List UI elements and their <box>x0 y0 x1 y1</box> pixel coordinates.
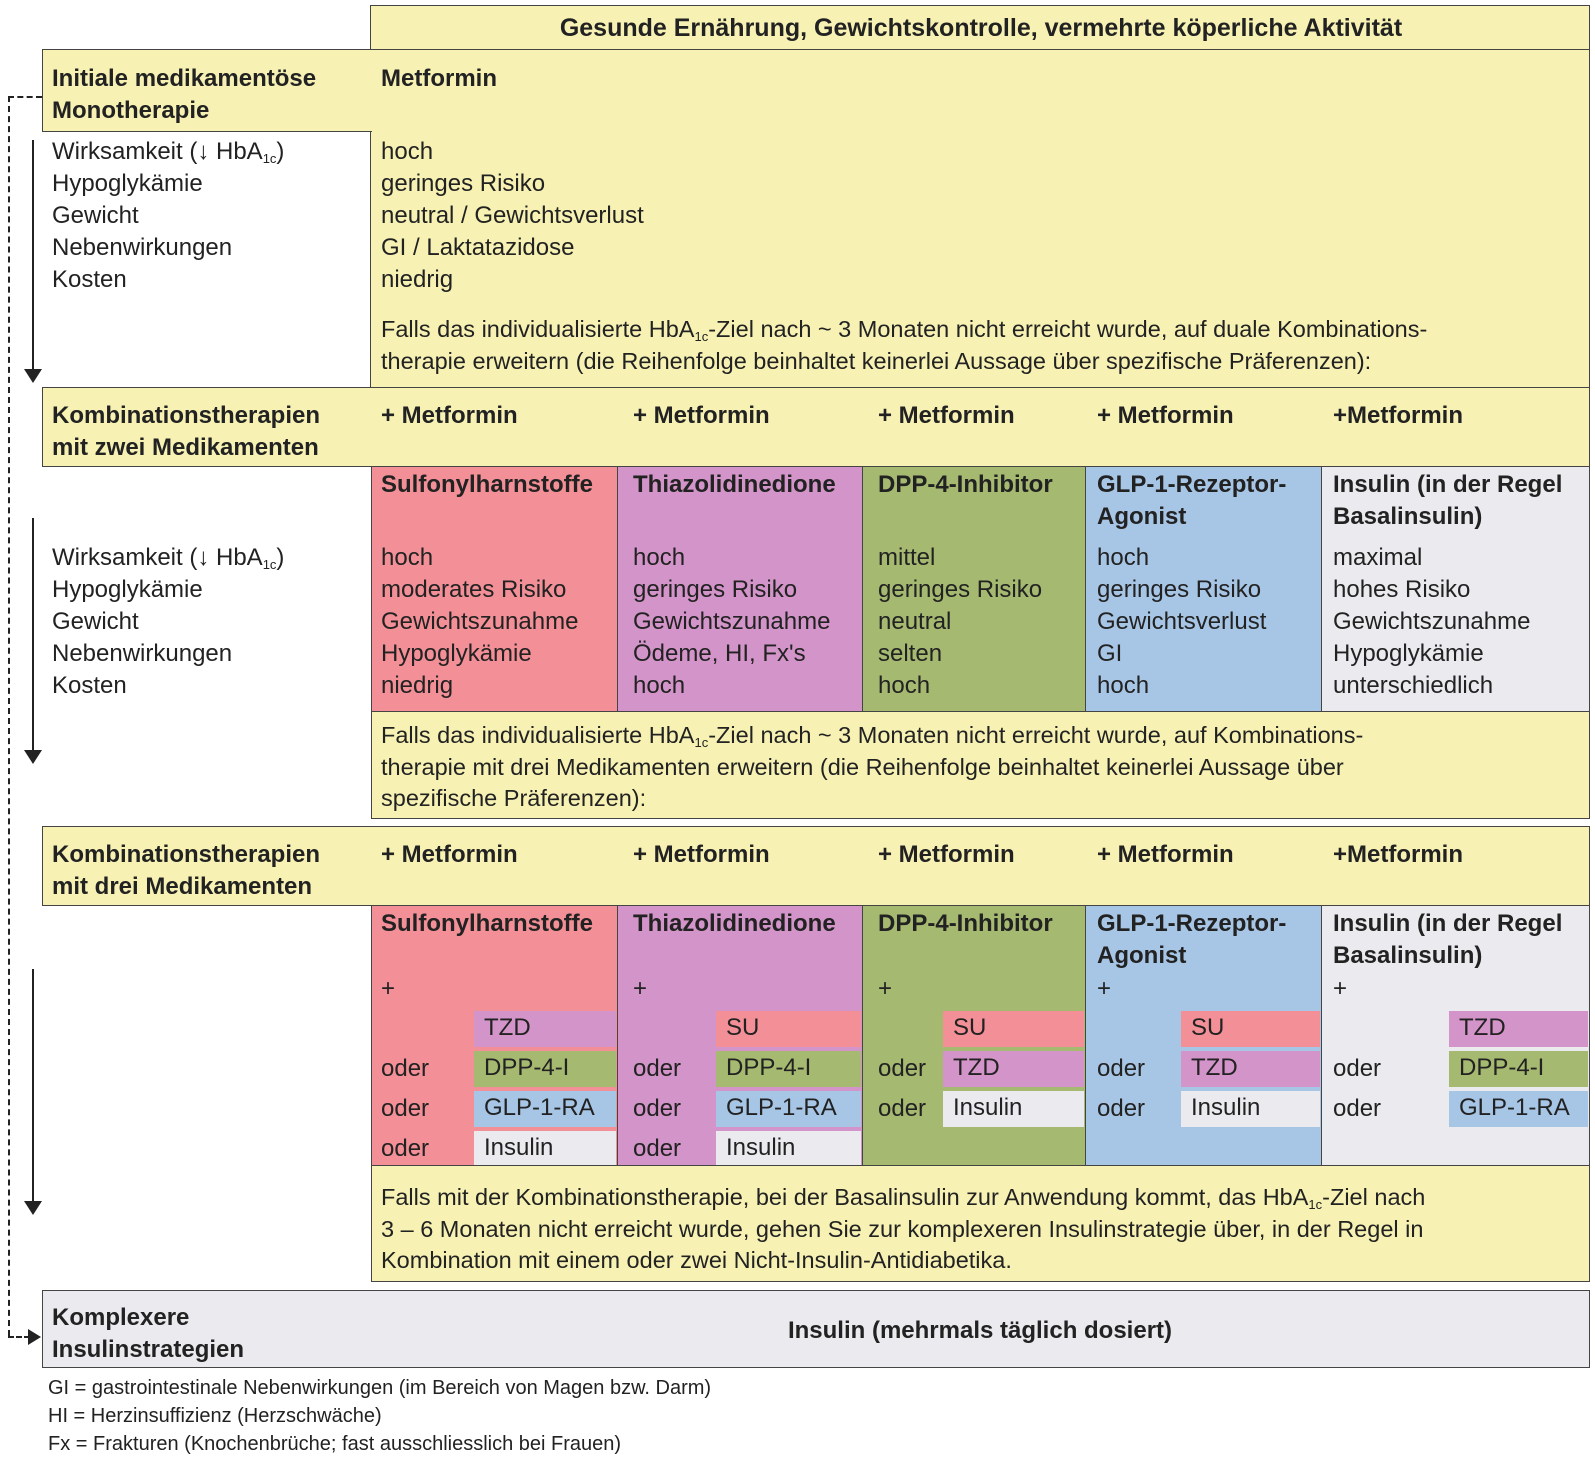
bypass-dashed-line-top <box>8 96 42 98</box>
step3-label-line1: Kombinationstherapien <box>52 841 321 868</box>
bypass-arrow-icon <box>28 1329 41 1345</box>
option-chip-glp1: GLP-1-RA <box>474 1091 616 1127</box>
criterion-hypoglycemia: Hypoglykämie <box>52 170 203 197</box>
oder-label: oder <box>633 1095 682 1122</box>
step2-plus-metformin-3: + Metformin <box>878 402 1015 429</box>
step1-drug: Metformin <box>381 65 497 92</box>
oder-label: oder <box>1333 1055 1382 1082</box>
step2-drug-name-4b: Agonist <box>1097 503 1187 530</box>
footnote-hi: HI = Herzinsuffizienz (Herzschwäche) <box>48 1405 382 1427</box>
step4-label-line1: Komplexere <box>52 1304 190 1331</box>
step4-content: Insulin (mehrmals täglich dosiert) <box>787 1317 1173 1344</box>
oder-label: oder <box>1097 1055 1146 1082</box>
plus-sign: + <box>878 975 893 1002</box>
value-cell: unterschiedlich <box>1333 672 1494 699</box>
option-chip-glp1: GLP-1-RA <box>716 1091 861 1127</box>
value-cell: Gewichtsverlust <box>1097 608 1267 635</box>
value-cell: Gewichtszunahme <box>633 608 831 635</box>
step2-plus-metformin-1: + Metformin <box>381 402 518 429</box>
step3-drug-name-4a: GLP-1-Rezeptor- <box>1097 910 1287 937</box>
plus-sign: + <box>1333 975 1348 1002</box>
oder-label: oder <box>878 1095 927 1122</box>
step2-values-dpp4 <box>878 542 1042 702</box>
oder-label: oder <box>381 1135 430 1162</box>
step2-note-line3: spezifische Präferenzen): <box>381 785 647 811</box>
value-cell: geringes Risiko <box>1097 576 1262 603</box>
option-chip-insulin: Insulin <box>943 1091 1084 1127</box>
step1-values <box>381 136 644 296</box>
option-chip-dpp4: DPP-4-I <box>1449 1051 1588 1087</box>
step3-down-arrow-line <box>32 969 34 1203</box>
value-cell: Ödeme, HI, Fx's <box>633 640 806 667</box>
plus-sign: + <box>633 975 648 1002</box>
option-chip-su: SU <box>943 1011 1084 1047</box>
step1-down-arrow-line <box>32 140 34 371</box>
criterion-costs: Kosten <box>52 266 127 293</box>
step1-criteria <box>52 136 284 296</box>
value-side-effects: GI / Laktatazidose <box>381 234 575 261</box>
step2-drug-name-5a: Insulin (in der Regel <box>1333 471 1563 498</box>
step2-values-thiazolidinedione <box>633 542 830 702</box>
step3-drug-name-4b: Agonist <box>1097 942 1187 969</box>
step3-label-line2: mit drei Medikamenten <box>52 873 313 900</box>
step2-plus-metformin-2: + Metformin <box>633 402 770 429</box>
step2-values-insulin <box>1333 542 1530 702</box>
step3-drug-name-1: Sulfonylharnstoffe <box>381 910 594 937</box>
oder-label: oder <box>381 1055 430 1082</box>
step1-label-line1: Initiale medikamentöse <box>52 65 317 92</box>
value-cell: hoch <box>633 544 686 571</box>
lifestyle-title: Gesunde Ernährung, Gewichtskontrolle, vermehrte köperliche Aktivität <box>559 14 1403 42</box>
footnote-gi: GI = gastrointestinale Nebenwirkungen (im Bereich von Magen bzw. Darm) <box>48 1377 712 1399</box>
value-cell: Hypoglykämie <box>1333 640 1484 667</box>
value-cell: hoch <box>878 672 931 699</box>
step2-note-line1: Falls das individualisierte HbA$_{1c}$-Ziel nach ~ 3 Monaten nicht erreicht wurde, auf Kombinations- <box>381 722 1364 750</box>
step3-drug-name-5b: Basalinsulin) <box>1333 942 1483 969</box>
step1-label-line2: Monotherapie <box>52 97 210 124</box>
step3-drug-name-3: DPP-4-Inhibitor <box>878 910 1053 937</box>
criterion-weight: Gewicht <box>52 608 139 635</box>
step2-drug-name-1: Sulfonylharnstoffe <box>381 471 594 498</box>
criterion-weight: Gewicht <box>52 202 139 229</box>
value-cell: Gewichtszunahme <box>381 608 579 635</box>
option-chip-tzd: TZD <box>1181 1051 1320 1087</box>
value-cell: maximal <box>1333 544 1423 571</box>
option-chip-tzd: TZD <box>943 1051 1084 1087</box>
option-chip-insulin: Insulin <box>1181 1091 1320 1127</box>
step3-note-line1: Falls mit der Kombinationstherapie, bei der Basalinsulin zur Anwendung kommt, das HbA$_{1c}$-Ziel nach <box>381 1184 1426 1212</box>
step2-criteria <box>52 542 284 702</box>
step3-plus-metformin-1: + Metformin <box>381 841 518 868</box>
lifestyle-header <box>370 5 1590 50</box>
step2-label-line1: Kombinationstherapien <box>52 402 321 429</box>
criterion-side-effects: Nebenwirkungen <box>52 640 233 667</box>
option-chip-dpp4: DPP-4-I <box>716 1051 861 1087</box>
value-cell: selten <box>878 640 943 667</box>
value-cell: hoch <box>381 544 434 571</box>
step1-down-arrow-icon <box>24 369 42 383</box>
step1-escalation-note <box>381 314 1427 377</box>
oder-label: oder <box>381 1095 430 1122</box>
step2-plus-metformin-5: +Metformin <box>1333 402 1464 429</box>
option-chip-tzd: TZD <box>1449 1011 1588 1047</box>
value-cell: neutral <box>878 608 952 635</box>
step1-note-line1: Falls das individualisierte HbA$_{1c}$-Ziel nach ~ 3 Monaten nicht erreicht wurde, auf duale Kombinations- <box>381 316 1428 344</box>
option-chip-insulin: Insulin <box>716 1131 861 1167</box>
step2-drug-name-5b: Basalinsulin) <box>1333 503 1483 530</box>
value-cell: moderates Risiko <box>381 576 567 603</box>
oder-label: oder <box>1333 1095 1382 1122</box>
step3-down-arrow-icon <box>24 1201 42 1215</box>
value-cell: Gewichtszunahme <box>1333 608 1531 635</box>
bypass-dashed-line-vertical <box>8 96 10 1336</box>
step2-label-line2: mit zwei Medikamenten <box>52 434 319 461</box>
step4-label-line2: Insulinstrategien <box>52 1336 245 1363</box>
plus-sign: + <box>381 975 396 1002</box>
value-cell: GI <box>1097 640 1123 667</box>
option-chip-dpp4: DPP-4-I <box>474 1051 616 1087</box>
value-hypoglycemia: geringes Risiko <box>381 170 546 197</box>
oder-label: oder <box>1097 1095 1146 1122</box>
value-cell: mittel <box>878 544 936 571</box>
step3-drug-name-5a: Insulin (in der Regel <box>1333 910 1563 937</box>
value-cell: hoch <box>1097 544 1150 571</box>
step3-plus-metformin-4: + Metformin <box>1097 841 1234 868</box>
step3-plus-metformin-5: +Metformin <box>1333 841 1464 868</box>
step2-plus-metformin-4: + Metformin <box>1097 402 1234 429</box>
step2-note-line2: therapie mit drei Medikamenten erweitern (die Reihenfolge beinhaltet keinerlei Aussage über <box>381 753 1344 780</box>
step3-plus-metformin-2: + Metformin <box>633 841 770 868</box>
step2-drug-name-4a: GLP-1-Rezeptor- <box>1097 471 1287 498</box>
criterion-efficacy: Wirksamkeit (↓ HbA$_{1c}$) <box>52 544 285 572</box>
value-cell: hoch <box>633 672 686 699</box>
step3-escalation-note <box>381 1182 1425 1277</box>
value-cell: niedrig <box>381 672 454 699</box>
step3-plus-metformin-3: + Metformin <box>878 841 1015 868</box>
plus-sign: + <box>1097 975 1112 1002</box>
option-chip-insulin: Insulin <box>474 1131 616 1167</box>
step3-drug-name-2: Thiazolidinedione <box>633 910 836 937</box>
footnote-fx: Fx = Frakturen (Knochenbrüche; fast ausschliesslich bei Frauen) <box>48 1433 622 1455</box>
step2-down-arrow-icon <box>24 750 42 764</box>
value-cell: Hypoglykämie <box>381 640 532 667</box>
option-chip-glp1: GLP-1-RA <box>1449 1091 1588 1127</box>
criterion-costs: Kosten <box>52 672 127 699</box>
value-cell: geringes Risiko <box>878 576 1043 603</box>
step2-drug-name-2: Thiazolidinedione <box>633 471 836 498</box>
option-chip-su: SU <box>716 1011 861 1047</box>
oder-label: oder <box>878 1055 927 1082</box>
value-cell: geringes Risiko <box>633 576 798 603</box>
step3-note-line2: 3 – 6 Monaten nicht erreicht wurde, gehen Sie zur komplexeren Insulinstrategie über, in der Regel in <box>381 1215 1424 1242</box>
criterion-efficacy: Wirksamkeit (↓ HbA$_{1c}$) <box>52 138 285 166</box>
option-chip-tzd: TZD <box>474 1011 616 1047</box>
option-chip-su: SU <box>1181 1011 1320 1047</box>
step3-note-line3: Kombination mit einem oder zwei Nicht-Insulin-Antidiabetika. <box>381 1247 1012 1273</box>
value-efficacy: hoch <box>381 138 434 165</box>
step2-values-glp1 <box>1097 542 1266 702</box>
criterion-side-effects: Nebenwirkungen <box>52 234 233 261</box>
value-costs: niedrig <box>381 266 454 293</box>
value-weight: neutral / Gewichtsverlust <box>381 202 644 229</box>
criterion-hypoglycemia: Hypoglykämie <box>52 576 203 603</box>
value-cell: hohes Risiko <box>1333 576 1471 603</box>
value-cell: hoch <box>1097 672 1150 699</box>
oder-label: oder <box>633 1055 682 1082</box>
bypass-dashed-line-bottom <box>8 1336 30 1338</box>
step1-note-line2: therapie erweitern (die Reihenfolge beinhaltet keinerlei Aussage über spezifische Präferenzen): <box>381 347 1372 374</box>
step2-down-arrow-line <box>32 518 34 752</box>
step2-values-sulfonylharnstoffe <box>381 542 578 702</box>
step2-drug-name-3: DPP-4-Inhibitor <box>878 471 1053 498</box>
oder-label: oder <box>633 1135 682 1162</box>
step2-escalation-note <box>381 720 1363 815</box>
